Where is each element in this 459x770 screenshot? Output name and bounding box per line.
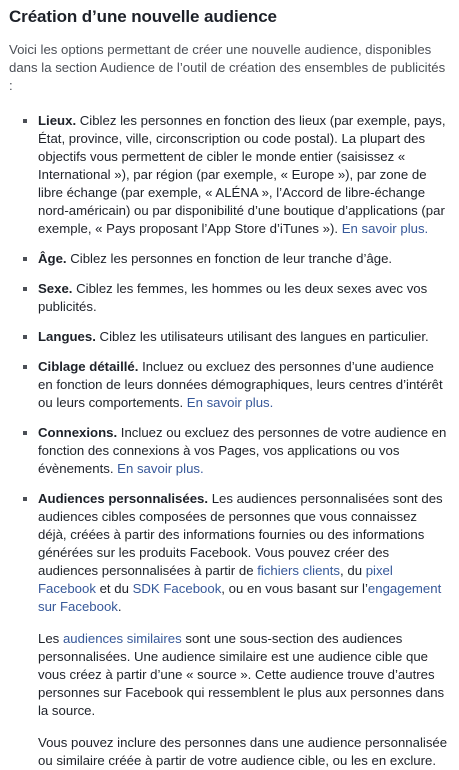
include-exclude-paragraph: Vous pouvez inclure des personnes dans une audience personnalisée ou similaire créée à partir de votre audience cible, ou les en exclure. — [38, 735, 448, 768]
list-item-connexions — [23, 424, 449, 478]
list-item-audiences-personnalisees — [23, 490, 449, 616]
bullet-icon — [23, 431, 27, 435]
lookalike-paragraph — [9, 630, 449, 720]
item-term: Langues. — [38, 329, 96, 344]
audience-options-list — [9, 112, 449, 616]
item-text: et du — [95, 581, 133, 596]
bullet-icon — [23, 287, 27, 291]
bullet-icon — [23, 257, 27, 261]
sub-text: sont une sous-section des audiences personnalisées. Une audience similaire est une audience cible que vous créez à partir d’une « source ». Cette audience trouve d’autres personnes sur Facebook qui ressemblent le plus aux personnes dans la source. — [38, 631, 445, 718]
item-term: Sexe. — [38, 281, 73, 296]
intro-paragraph: Voici les options permettant de créer une nouvelle audience, disponibles dans la section Audience de l’outil de création des ensembles de publicités : — [9, 42, 446, 93]
item-text: , ou en vous basant sur l’ — [221, 581, 368, 596]
item-term: Lieux. — [38, 113, 77, 128]
item-term: Audiences personnalisées. — [38, 491, 209, 506]
item-text: Ciblez les utilisateurs utilisant des langues en particulier. — [95, 329, 429, 344]
list-item-ciblage-detaille — [23, 358, 449, 412]
sub-text: Les — [38, 631, 63, 646]
item-text: Ciblez les personnes en fonction des lieux (par exemple, pays, État, province, ville, circonscription ou code postal). La plupart des objectifs vous permettent de cibler le monde entier (saisissez « International »), par région (par exemple, « Europe »), par zone de libre échange (par exemple, « ALÉNA », l’Accord de libre-échange nord-américain) ou par disponibilité d’une boutique d’applications (par exemple, « Pays proposant l’App Store d’iTunes »). — [38, 113, 446, 236]
bullet-icon — [23, 119, 27, 123]
list-item-lieux — [23, 112, 449, 238]
learn-more-link[interactable]: En savoir plus. — [186, 395, 274, 410]
bullet-icon — [23, 497, 27, 501]
facebook-pixel-link[interactable]: pixel Facebook — [38, 563, 393, 596]
learn-more-link[interactable]: En savoir plus. — [117, 461, 204, 476]
item-text: , du — [340, 563, 366, 578]
learn-more-link[interactable]: En savoir plus. — [341, 221, 429, 236]
item-term: Ciblage détaillé. — [38, 359, 139, 374]
item-text: Incluez ou excluez des personnes de votre audience en fonction des connexions à vos Pages, vos applications ou vos évènements. — [38, 425, 447, 476]
bullet-icon — [23, 335, 27, 339]
item-text: Les audiences personnalisées sont des audiences cibles composées de personnes que vous connaissez déjà, créées à partir des informations fournies ou des informations générées sur les produits Facebook. Vous pouvez créer des audiences personnalisées à partir de — [38, 491, 443, 578]
bullet-icon — [23, 365, 27, 369]
item-term: Connexions. — [38, 425, 118, 440]
item-text: Incluez ou excluez des personnes d’une audience en fonction de leurs données démographiques, leurs centres d’intérêt ou leurs comportements. — [38, 359, 443, 410]
customer-files-link[interactable]: fichiers clients — [257, 563, 341, 578]
item-text: Ciblez les personnes en fonction de leur tranche d’âge. — [66, 251, 393, 266]
page-title: Création d’une nouvelle audience — [9, 7, 277, 26]
item-text: Ciblez les femmes, les hommes ou les deux sexes avec vos publicités. — [38, 281, 428, 314]
lookalike-audiences-link[interactable]: audiences similaires — [62, 631, 182, 646]
item-term: Âge. — [38, 251, 67, 266]
list-item-age — [23, 250, 449, 268]
item-text: . — [117, 599, 122, 614]
facebook-sdk-link[interactable]: SDK Facebook — [132, 581, 222, 596]
list-item-langues — [23, 328, 449, 346]
facebook-engagement-link[interactable]: engagement sur Facebook — [38, 581, 442, 614]
list-item-sexe — [23, 280, 449, 316]
